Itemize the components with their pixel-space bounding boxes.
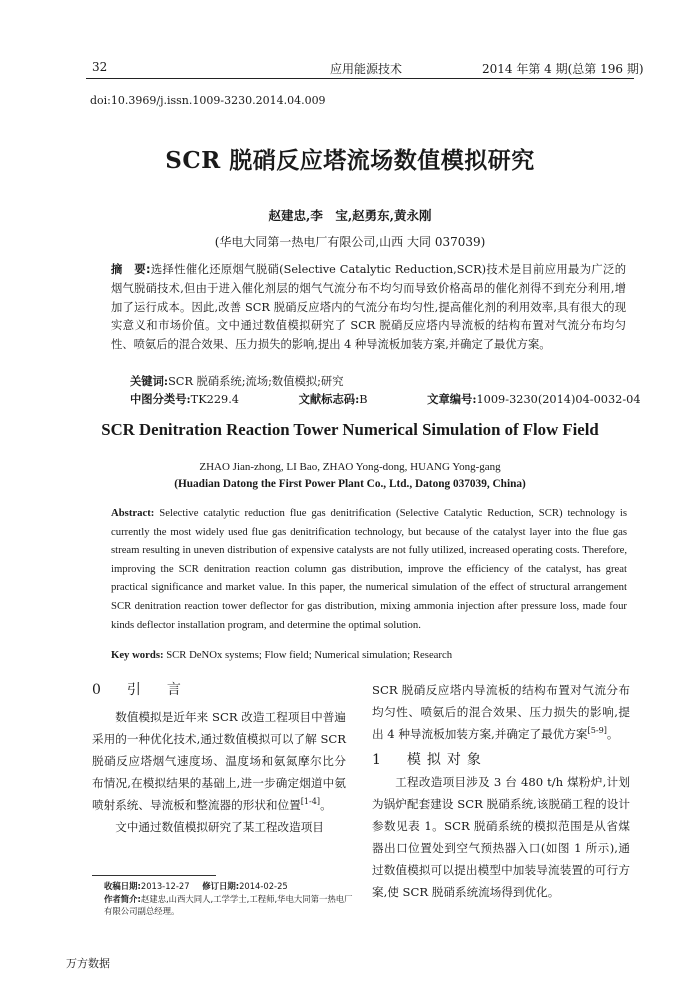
article-no-label: 文章编号: [427,392,477,406]
article-no [427,393,668,406]
abstract-cn-label: 摘 要: [111,263,151,276]
revised-label: 修订日期: [202,881,240,891]
section-1-body [372,771,630,904]
doi[interactable]: doi:10.3969/j.issn.1009-3230.2014.04.009 [90,94,326,107]
keywords-en [111,649,452,661]
clc [130,393,267,406]
abstract-en-label: Abstract: [111,507,155,519]
header-rule [86,78,634,79]
section-0-heading: 0 引 言 [92,682,187,698]
classification-line [130,391,697,407]
footnote [104,880,354,918]
section-0-para-1 [92,706,346,816]
revised-date: 2014-02-25 [239,881,288,891]
keywords-en-text: SCR DeNOx systems; Flow field; Numerical simulation; Research [166,649,453,661]
footnote-rule [92,875,216,876]
abstract-cn [111,261,626,355]
section-0-cont-text: SCR 脱硝反应塔内导流板的结构布置对气流分布均匀性、喷氨后的混合效果、压力损失的影响,提出 4 种导流板加装方案,并确定了最优方案 [372,683,630,742]
issue-info: 2014 年第 4 期(总第 196 期) [482,62,644,76]
citation-5-9[interactable]: [5-9] [587,725,607,736]
footnote-author [104,893,354,918]
section-0-continued [372,679,630,745]
citation-1-4[interactable]: [1-4] [300,796,321,807]
author-bio: 赵建忠,山西大同人,工学学士,工程师,华电大同第一热电厂有限公司副总经理。 [104,893,353,916]
affiliation-en: (Huadian Datong the First Power Plant Co., Ltd., Datong 037039, China) [174,478,526,490]
clc-label: 中图分类号: [130,392,191,406]
page-number: 32 [92,60,108,74]
section-0-para-2: 文中通过数值模拟研究了某工程改造项目 [115,820,324,835]
title-en: SCR Denitration Reaction Tower Numerical Simulation of Flow Field [101,420,599,439]
section-1-para: 工程改造项目涉及 3 台 480 t/h 煤粉炉,计划为锅炉配套建设 SCR 脱硝系统,该脱硝工程的设计参数见表 1。SCR 脱硝系统的模拟范围是从省煤器出口位置处到空气预热器入口(如图 1 所示),通过数值模拟可以提出模型中加装导流装置的可行方案,使 SCR 脱硝系统流场得到优化。 [372,775,630,900]
watermark: 万方数据 [66,957,110,970]
abstract-en [111,504,627,634]
title-cn: SCR 脱硝反应塔流场数值模拟研究 [165,147,535,174]
keywords-cn-text: SCR 脱硝系统;流场;数值模拟;研究 [168,375,344,388]
section-0-cont-para [372,679,630,745]
affiliation-cn: (华电大同第一热电厂有限公司,山西 大同 037039) [214,235,486,249]
authors-cn: 赵建忠,李 宝,赵勇东,黄永刚 [268,208,432,223]
doc-code [299,393,396,406]
doc-code-label: 文献标志码: [298,392,360,406]
section-0-cont-end: 。 [606,727,619,742]
section-1-heading: 1 模拟对象 [372,752,487,768]
doc-code-value: B [359,393,368,406]
journal-name: 应用能源技术 [330,62,403,76]
received-date: 2013-12-27 [140,881,190,891]
section-0-para-1-end: 。 [320,798,332,813]
keywords-cn-label: 关键词: [130,374,169,388]
section-0-para-1-text: 数值模拟是近年来 SCR 改造工程项目中普遍采用的一种优化技术,通过数值模拟可以了解 SCR 脱硝反应塔烟气速度场、温度场和氨氮摩尔比分布情况,在模拟结果的基础上,进一步确定烟道中氨喷射系统、导流板和整流器的形状和位置 [92,710,346,813]
clc-value: TK229.4 [190,393,239,406]
article-no-value: 1009-3230(2014)04-0032-04 [476,393,641,406]
section-0-body [92,706,346,839]
abstract-en-text: Selective catalytic reduction flue gas denitrification (Selective Catalytic Reduction, SCR) technology is currently the most widely used flue gas denitrification technology, but because of the catalyst layer into the flue gas stream resulting in uneven distribution of expensive catalysts are not fully utilized, increased operating costs. Therefore, improving the SCR denitration reaction column gas distribution, improve the efficiency of the catalyst, has great practical significance and market value. In this paper, the numerical simulation of the effect of structural arrangement SCR denitration reaction tower deflector for gas distribution, mixing ammonia injection after pressure loss, made four kinds deflector installation program, and determine the optimal solution. [111,507,627,631]
authors-en: ZHAO Jian-zhong, LI Bao, ZHAO Yong-dong, HUANG Yong-gang [199,461,501,473]
keywords-cn [130,373,344,389]
abstract-cn-text: 选择性催化还原烟气脱硝(Selective Catalytic Reduction,SCR)技术是目前应用最为广泛的烟气脱硝技术,但由于进入催化剂层的烟气气流分布不均匀而导致价格高昂的催化剂得不到充分利用,增加了运行成本。因此,改善 SCR 脱硝反应塔内的气流分布均匀性,提高催化剂的利用效率,具有很大的现实意义和市场价值。文中通过数值模拟研究了 SCR 脱硝反应塔内导流板的结构布置对气流分布均匀性、喷氨后的混合效果、压力损失的影响,提出 4 种导流板加装方案,并确定了最优方案。 [111,263,626,352]
keywords-en-label: Key words: [111,649,164,661]
received-label: 收稿日期: [104,881,141,891]
footnote-dates [104,880,354,893]
author-bio-label: 作者简介: [104,893,141,904]
